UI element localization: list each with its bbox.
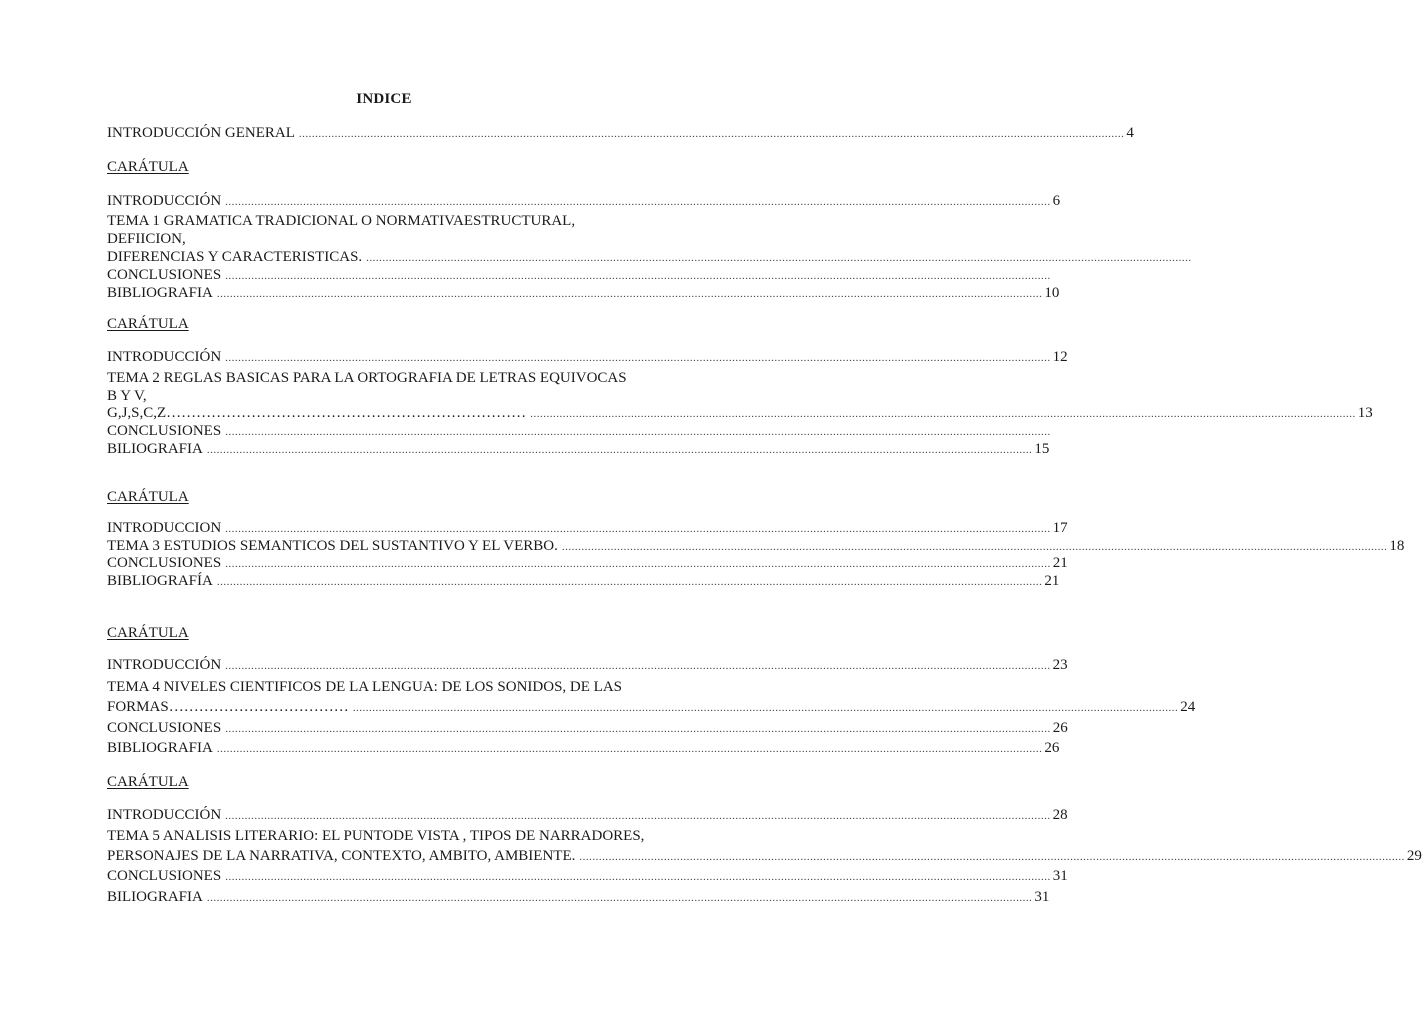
toc-entry-label: INTRODUCCIÓN [107,193,222,209]
toc-page-number: 24 [1180,699,1196,715]
section-1-tema-line-2: DEFIICION, [107,231,186,247]
section-5-conclusiones [107,867,1068,886]
toc-leader-dots: .............................................................................................................................................................................................................................................................. [225,426,1051,438]
toc-leader-dots: .............................................................................................................................................................................................................................................................. [225,523,1051,535]
section-1-conclusiones [107,266,1051,285]
toc-page-number: 21 [1044,573,1060,589]
toc-leader-dots: .............................................................................................................................................................................................................................................................. [530,408,1356,420]
toc-leader-dots: .............................................................................................................................................................................................................................................................. [225,810,1051,822]
section-2-tema-line-1: TEMA 2 REGLAS BASICAS PARA LA ORTOGRAFIA DE LETRAS EQUIVOCAS [107,370,627,386]
section-4-tema-last [107,698,1196,717]
toc-leader-dots: .............................................................................................................................................................................................................................................................. [216,576,1043,588]
toc-leader-dots: .............................................................................................................................................................................................................................................................. [206,444,1033,456]
toc-leader-dots: .............................................................................................................................................................................................................................................................. [225,660,1051,672]
section-5-tema-line-1: TEMA 5 ANALISIS LITERARIO: EL PUNTODE VISTA , TIPOS DE NARRADORES, [107,828,645,844]
toc-page-number: 6 [1052,193,1061,209]
section-1-intro [107,192,1061,211]
toc-entry-label: INTRODUCCIÓN GENERAL [107,125,295,141]
toc-page-number: 13 [1357,405,1373,421]
section-3-intro [107,519,1068,538]
section-1-caratula: CARÁTULA [107,159,189,175]
toc-entry-label: CONCLUSIONES [107,720,222,736]
toc-page-number: 4 [1126,125,1134,141]
toc-entry-label: FORMAS……………………………… [107,699,349,715]
section-2-tema-line-2: B Y V, [107,388,147,404]
toc-leader-dots: .............................................................................................................................................................................................................................................................. [561,541,1388,553]
toc-page-number: 28 [1052,807,1068,823]
toc-entry-label: DIFERENCIAS Y CARACTERISTICAS. [107,249,363,265]
toc-entry-label: INTRODUCCIÓN [107,807,222,823]
toc-entry-label: CONCLUSIONES [107,868,222,884]
toc-leader-dots: .............................................................................................................................................................................................................................................................. [579,851,1405,863]
section-2-tema-last [107,404,1373,423]
toc-leader-dots: .............................................................................................................................................................................................................................................................. [225,871,1051,883]
toc-page-number: 31 [1034,889,1050,905]
section-3-conclusiones [107,554,1068,573]
toc-leader-dots: .............................................................................................................................................................................................................................................................. [225,270,1051,282]
section-1-tema-line-1: TEMA 1 GRAMATICA TRADICIONAL O NORMATIVAESTRUCTURAL, [107,213,576,229]
section-3-bibliografia [107,572,1060,591]
page-title: INDICE [356,91,412,107]
toc-entry-label: CONCLUSIONES [107,267,222,283]
toc-page-number: 15 [1034,441,1050,457]
toc-entry-label: G,J,S,C,Z……………………………………………………………… [107,405,527,421]
section-5-caratula: CARÁTULA [107,774,189,790]
toc-leader-dots: .............................................................................................................................................................................................................................................................. [216,743,1043,755]
toc-leader-dots: .............................................................................................................................................................................................................................................................. [225,196,1051,208]
toc-page-number: 23 [1052,657,1068,673]
section-4-tema-line-1: TEMA 4 NIVELES CIENTIFICOS DE LA LENGUA: DE LOS SONIDOS, DE LAS [107,679,622,695]
section-5-bibliografia [107,888,1050,907]
section-4-bibliografia [107,739,1060,758]
toc-page-number: 26 [1052,720,1068,736]
toc-leader-dots: .............................................................................................................................................................................................................................................................. [216,288,1043,300]
toc-page-number: 18 [1389,538,1405,554]
section-4-conclusiones [107,719,1068,738]
section-2-conclusiones [107,422,1051,441]
toc-entry-label: BIBLIOGRAFIA [107,740,213,756]
toc-entry-label: INTRODUCCION [107,520,222,536]
toc-page-number: 10 [1044,285,1060,301]
toc-leader-dots: .............................................................................................................................................................................................................................................................. [225,352,1051,364]
toc-entry-label: CONCLUSIONES [107,423,222,439]
section-2-bibliografia [107,440,1050,459]
toc-entry-label: BILIOGRAFIA [107,889,203,905]
toc-page-number: 21 [1052,555,1068,571]
section-5-tema-last [107,847,1422,866]
section-1-bibliografia [107,284,1060,303]
toc-entry-label: PERSONAJES DE LA NARRATIVA, CONTEXTO, AMBITO, AMBIENTE. [107,848,576,864]
toc-entry-label: CONCLUSIONES [107,555,222,571]
section-2-intro [107,348,1068,367]
toc-entry-label: INTRODUCCIÓN [107,349,222,365]
toc-page-number: 31 [1052,868,1068,884]
section-5-intro [107,806,1068,825]
toc-leader-dots: .............................................................................................................................................................................................................................................................. [366,252,1192,264]
section-4-caratula: CARÁTULA [107,625,189,641]
toc-page-number: 17 [1052,520,1068,536]
toc-leader-dots: .............................................................................................................................................................................................................................................................. [352,702,1179,714]
toc-leader-dots: .............................................................................................................................................................................................................................................................. [298,128,1125,140]
toc-leader-dots: .............................................................................................................................................................................................................................................................. [225,558,1051,570]
section-4-intro [107,656,1068,675]
section-3-caratula: CARÁTULA [107,489,189,505]
toc-leader-dots: .............................................................................................................................................................................................................................................................. [225,723,1051,735]
toc-entry-intro-general [107,124,1134,143]
toc-page-number: 26 [1044,740,1060,756]
toc-entry-label: TEMA 3 ESTUDIOS SEMANTICOS DEL SUSTANTIVO Y EL VERBO. [107,538,558,554]
toc-page-number: 29 [1406,848,1422,864]
toc-leader-dots: .............................................................................................................................................................................................................................................................. [206,892,1033,904]
toc-entry-label: BIBLIOGRAFÍA [107,573,213,589]
toc-entry-label: BIBLIOGRAFIA [107,285,213,301]
toc-page-number: 12 [1052,349,1068,365]
section-2-caratula: CARÁTULA [107,316,189,332]
section-1-tema-last [107,248,1192,267]
toc-entry-label: BILIOGRAFIA [107,441,203,457]
toc-entry-label: INTRODUCCIÓN [107,657,222,673]
